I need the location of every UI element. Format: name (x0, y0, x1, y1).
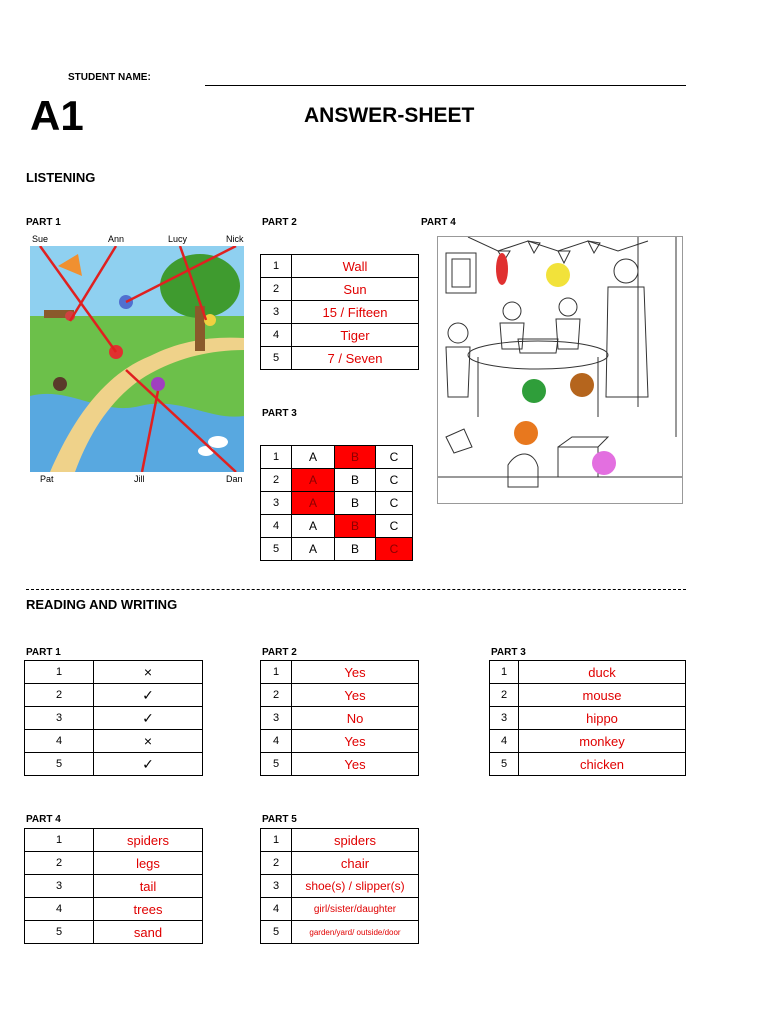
table-row (261, 707, 419, 730)
table-row (25, 852, 203, 875)
answer-cell[interactable]: chair (292, 852, 419, 875)
party-illustration (438, 237, 682, 503)
answer-cell[interactable]: 7 / Seven (292, 347, 419, 370)
row-number: 1 (25, 661, 94, 684)
answer-cell[interactable]: monkey (519, 730, 686, 753)
party-scene-picture (437, 236, 683, 504)
row-number: 5 (261, 921, 292, 944)
row-number: 2 (261, 469, 292, 492)
option-c[interactable]: C (376, 538, 413, 561)
row-number: 1 (261, 829, 292, 852)
table-row (490, 730, 686, 753)
row-number: 5 (261, 538, 292, 561)
answer-cell[interactable]: Yes (292, 753, 419, 776)
balloon-green (522, 379, 546, 403)
answer-cell[interactable]: girl/sister/daughter (292, 898, 419, 921)
option-b[interactable]: B (335, 492, 376, 515)
table-row (25, 829, 203, 852)
option-a[interactable]: A (292, 492, 335, 515)
table-row (261, 255, 419, 278)
name-dan: Dan (226, 474, 243, 484)
option-a[interactable]: A (292, 538, 335, 561)
row-number: 5 (261, 347, 292, 370)
rw-part1-label: PART 1 (26, 647, 61, 658)
answer-cell[interactable]: garden/yard/ outside/door (292, 921, 419, 944)
table-row (261, 347, 419, 370)
answer-cell[interactable]: No (292, 707, 419, 730)
table-row (261, 852, 419, 875)
table-row (25, 921, 203, 944)
answer-cell[interactable]: spiders (292, 829, 419, 852)
table-row (261, 446, 413, 469)
answer-cell[interactable]: trees (94, 898, 203, 921)
option-a[interactable]: A (292, 469, 335, 492)
option-c[interactable]: C (376, 515, 413, 538)
student-name-label: STUDENT NAME: (68, 72, 151, 83)
row-number: 1 (261, 255, 292, 278)
table-row (261, 753, 419, 776)
row-number: 4 (261, 730, 292, 753)
table-row (261, 875, 419, 898)
park-illustration (30, 246, 244, 472)
row-number: 3 (261, 707, 292, 730)
row-number: 2 (261, 684, 292, 707)
listening-part1-label: PART 1 (26, 217, 61, 228)
table-row (25, 730, 203, 753)
option-c[interactable]: C (376, 492, 413, 515)
section-divider (26, 589, 686, 590)
rw-part2-table (260, 660, 419, 776)
listening-part2-table (260, 254, 419, 370)
row-number: 5 (490, 753, 519, 776)
table-row (25, 661, 203, 684)
listening-part2-label: PART 2 (262, 217, 297, 228)
row-number: 2 (25, 852, 94, 875)
row-number: 4 (261, 324, 292, 347)
answer-cell[interactable]: legs (94, 852, 203, 875)
option-b[interactable]: B (335, 538, 376, 561)
row-number: 3 (25, 707, 94, 730)
table-row (261, 921, 419, 944)
table-row (25, 684, 203, 707)
table-row (261, 684, 419, 707)
row-number: 5 (261, 753, 292, 776)
rw-part1-table (24, 660, 203, 776)
row-number: 1 (261, 661, 292, 684)
mark-cell[interactable]: × (94, 661, 203, 684)
mark-cell[interactable]: × (94, 730, 203, 753)
table-row (261, 492, 413, 515)
name-nick: Nick (226, 234, 244, 244)
table-row (261, 898, 419, 921)
answer-cell[interactable]: Wall (292, 255, 419, 278)
rw-part5-label: PART 5 (262, 814, 297, 825)
table-row (261, 278, 419, 301)
table-row (25, 875, 203, 898)
name-jill: Jill (134, 474, 145, 484)
name-lucy: Lucy (168, 234, 188, 244)
answer-cell[interactable]: Yes (292, 730, 419, 753)
row-number: 3 (261, 875, 292, 898)
answer-cell[interactable]: mouse (519, 684, 686, 707)
row-number: 4 (25, 898, 94, 921)
answer-cell[interactable]: sand (94, 921, 203, 944)
option-a[interactable]: A (292, 446, 335, 469)
row-number: 3 (490, 707, 519, 730)
table-row (261, 829, 419, 852)
table-row (25, 707, 203, 730)
rw-part2-label: PART 2 (262, 647, 297, 658)
option-b[interactable]: B (335, 469, 376, 492)
listening-heading: LISTENING (26, 170, 96, 185)
answer-cell[interactable]: chicken (519, 753, 686, 776)
rw-part3-table (489, 660, 686, 776)
row-number: 5 (25, 753, 94, 776)
rw-part4-table (24, 828, 203, 944)
row-number: 3 (261, 301, 292, 324)
rw-part4-label: PART 4 (26, 814, 61, 825)
row-number: 2 (490, 684, 519, 707)
balloon-orange (514, 421, 538, 445)
listening-part3-label: PART 3 (262, 408, 297, 419)
answer-cell[interactable]: tail (94, 875, 203, 898)
answer-cell[interactable]: Yes (292, 661, 419, 684)
answer-cell[interactable]: 15 / Fifteen (292, 301, 419, 324)
table-row (261, 324, 419, 347)
row-number: 2 (261, 278, 292, 301)
answer-cell[interactable]: Yes (292, 684, 419, 707)
answer-cell[interactable]: duck (519, 661, 686, 684)
balloon-pink (592, 451, 616, 475)
table-row (490, 661, 686, 684)
row-number: 2 (25, 684, 94, 707)
row-number: 3 (261, 492, 292, 515)
answer-cell[interactable]: shoe(s) / slipper(s) (292, 875, 419, 898)
row-number: 3 (25, 875, 94, 898)
option-b[interactable]: B (335, 446, 376, 469)
rw-part5-table (260, 828, 419, 944)
table-row (261, 730, 419, 753)
option-b[interactable]: B (335, 515, 376, 538)
row-number: 4 (261, 898, 292, 921)
name-pat: Pat (40, 474, 54, 484)
row-number: 5 (25, 921, 94, 944)
row-number: 1 (490, 661, 519, 684)
listening-part4-label: PART 4 (421, 217, 456, 228)
answer-cell[interactable]: spiders (94, 829, 203, 852)
level-label: A1 (30, 92, 84, 139)
reading-writing-heading: READING AND WRITING (26, 597, 178, 612)
mark-cell[interactable]: ✓ (94, 753, 203, 776)
name-ann: Ann (108, 234, 125, 244)
student-name-line[interactable] (205, 85, 686, 86)
row-number: 4 (490, 730, 519, 753)
mark-cell[interactable]: ✓ (94, 684, 203, 707)
option-a[interactable]: A (292, 515, 335, 538)
row-number: 2 (261, 852, 292, 875)
answer-cell[interactable]: hippo (519, 707, 686, 730)
answer-cell[interactable]: Sun (292, 278, 419, 301)
balloon-yellow (546, 263, 570, 287)
table-row (261, 538, 413, 561)
rw-part3-label: PART 3 (491, 647, 526, 658)
table-row (261, 469, 413, 492)
row-number: 1 (261, 446, 292, 469)
table-row (261, 515, 413, 538)
row-number: 4 (25, 730, 94, 753)
table-row (490, 753, 686, 776)
table-row (25, 753, 203, 776)
table-row (490, 707, 686, 730)
table-row (25, 898, 203, 921)
table-row (261, 661, 419, 684)
table-row (261, 301, 419, 324)
balloon-brown (570, 373, 594, 397)
answer-cell[interactable]: Tiger (292, 324, 419, 347)
listening-part3-table (260, 445, 413, 561)
row-number: 4 (261, 515, 292, 538)
table-row (490, 684, 686, 707)
park-scene-picture (22, 232, 246, 484)
page-title: ANSWER-SHEET (304, 104, 475, 127)
option-c[interactable]: C (376, 469, 413, 492)
mark-cell[interactable]: ✓ (94, 707, 203, 730)
name-sue: Sue (32, 234, 49, 244)
option-c[interactable]: C (376, 446, 413, 469)
row-number: 1 (25, 829, 94, 852)
